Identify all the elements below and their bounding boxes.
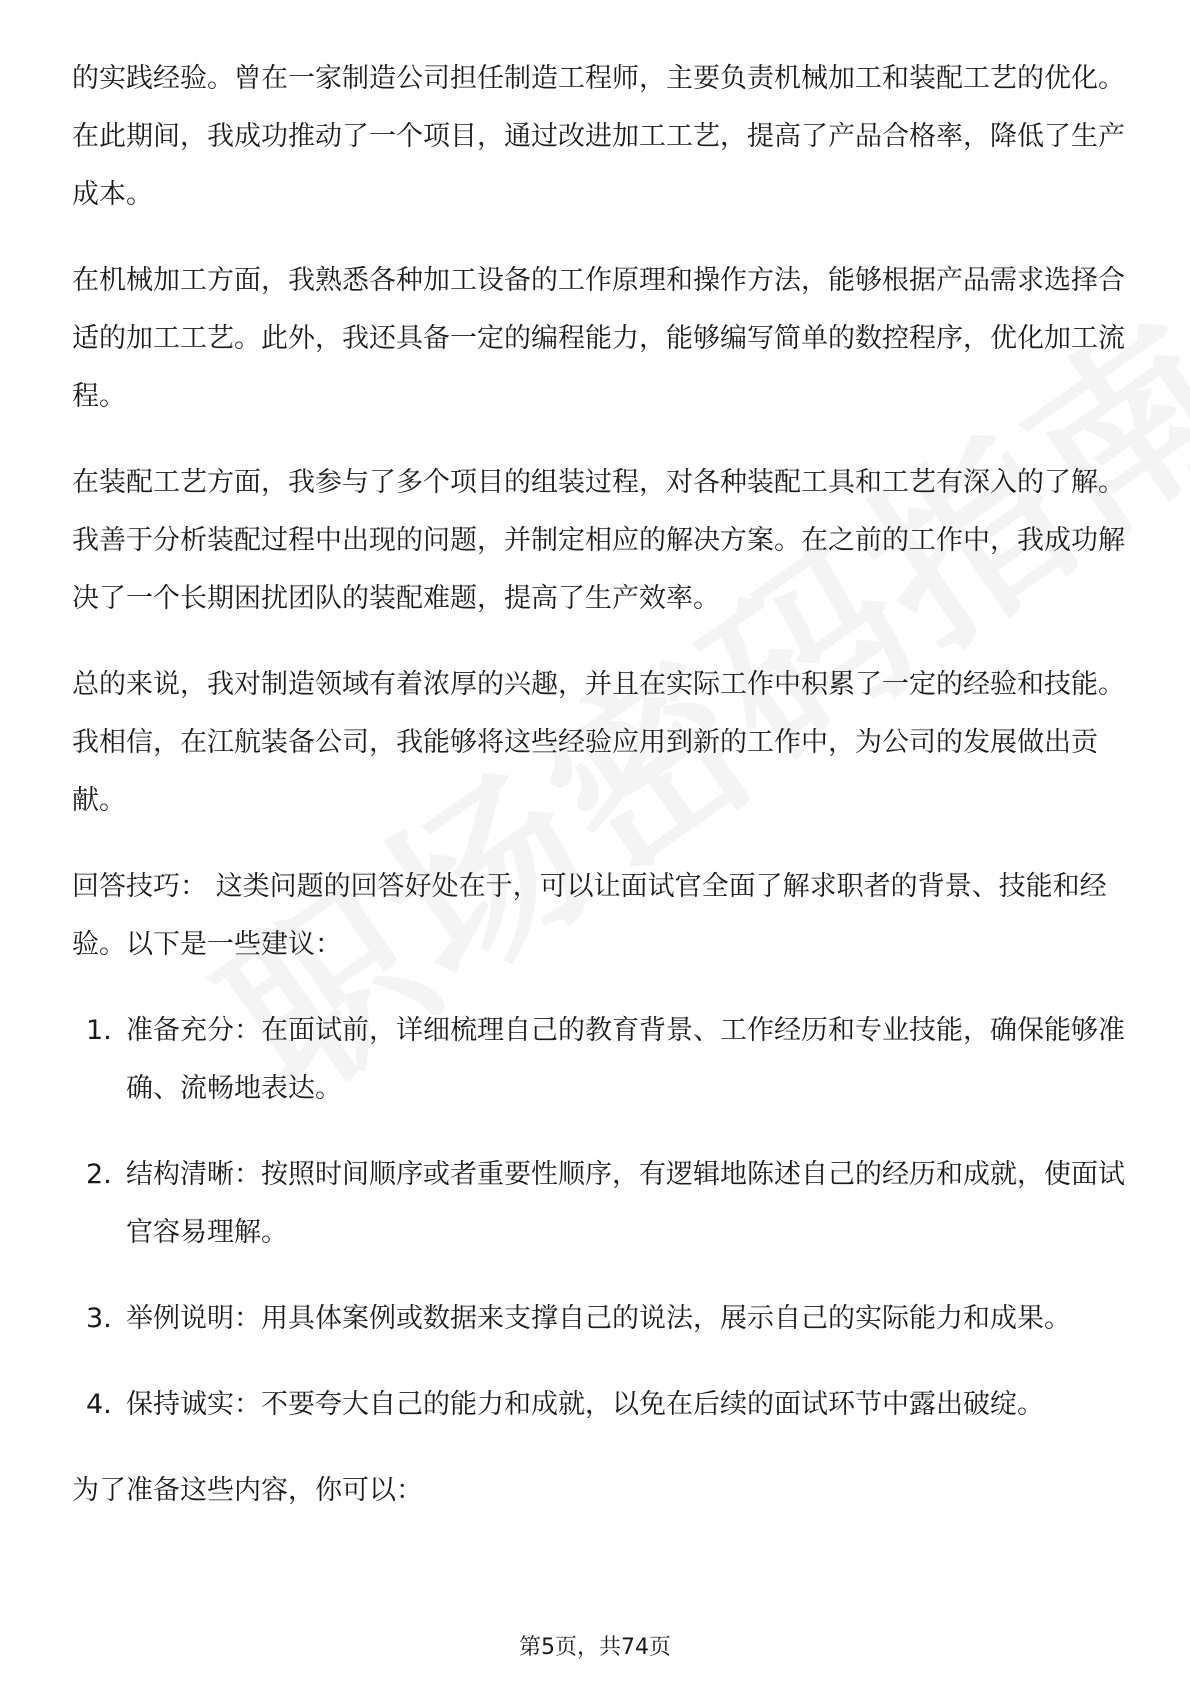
document-body xyxy=(72,50,1132,1548)
list-item xyxy=(72,1002,1132,1118)
list-number: 4. xyxy=(86,1389,112,1420)
paragraph-summary: 总的来说，我对制造领域有着浓厚的兴趣，并且在实际工作中积累了一定的经验和技能。我相信，在江航装备公司，我能够将这些经验应用到新的工作中，为公司的发展做出贡献。 xyxy=(72,669,1125,816)
list-item-text: 保持诚实：不要夸大自己的能力和成就，以免在后续的面试环节中露出破绽。 xyxy=(126,1389,1044,1420)
page-number: 第5页，共74页 xyxy=(519,1635,671,1660)
list-item xyxy=(72,1146,1132,1262)
paragraph-tips: 回答技巧： 这类问题的回答好处在于，可以让面试官全面了解求职者的背景、技能和经验。以下是一些建议： xyxy=(72,871,1107,960)
list-item-text: 结构清晰：按照时间顺序或者重要性顺序，有逻辑地陈述自己的经历和成就，使面试官容易理解。 xyxy=(126,1159,1125,1248)
tips-list xyxy=(72,1002,1132,1434)
paragraph-experience: 的实践经验。曾在一家制造公司担任制造工程师，主要负责机械加工和装配工艺的优化。在此期间，我成功推动了一个项目，通过改进加工工艺，提高了产品合格率，降低了生产成本。 xyxy=(72,63,1125,210)
list-number: 3. xyxy=(86,1303,112,1334)
paragraph-machining: 在机械加工方面，我熟悉各种加工设备的工作原理和操作方法，能够根据产品需求选择合适的加工工艺。此外，我还具备一定的编程能力，能够编写简单的数控程序，优化加工流程。 xyxy=(72,265,1125,412)
list-item xyxy=(72,1290,1132,1348)
paragraph-assembly: 在装配工艺方面，我参与了多个项目的组装过程，对各种装配工具和工艺有深入的了解。我善于分析装配过程中出现的问题，并制定相应的解决方案。在之前的工作中，我成功解决了一个长期困扰团队的装配难题，提高了生产效率。 xyxy=(72,467,1125,614)
list-item xyxy=(72,1376,1132,1434)
list-item-text: 举例说明：用具体案例或数据来支撑自己的说法，展示自己的实际能力和成果。 xyxy=(126,1303,1071,1334)
list-item-text: 准备充分：在面试前，详细梳理自己的教育背景、工作经历和专业技能，确保能够准确、流畅地表达。 xyxy=(126,1015,1125,1104)
list-number: 1. xyxy=(86,1015,112,1046)
list-number: 2. xyxy=(86,1159,112,1190)
paragraph-closing: 为了准备这些内容，你可以： xyxy=(72,1475,423,1506)
